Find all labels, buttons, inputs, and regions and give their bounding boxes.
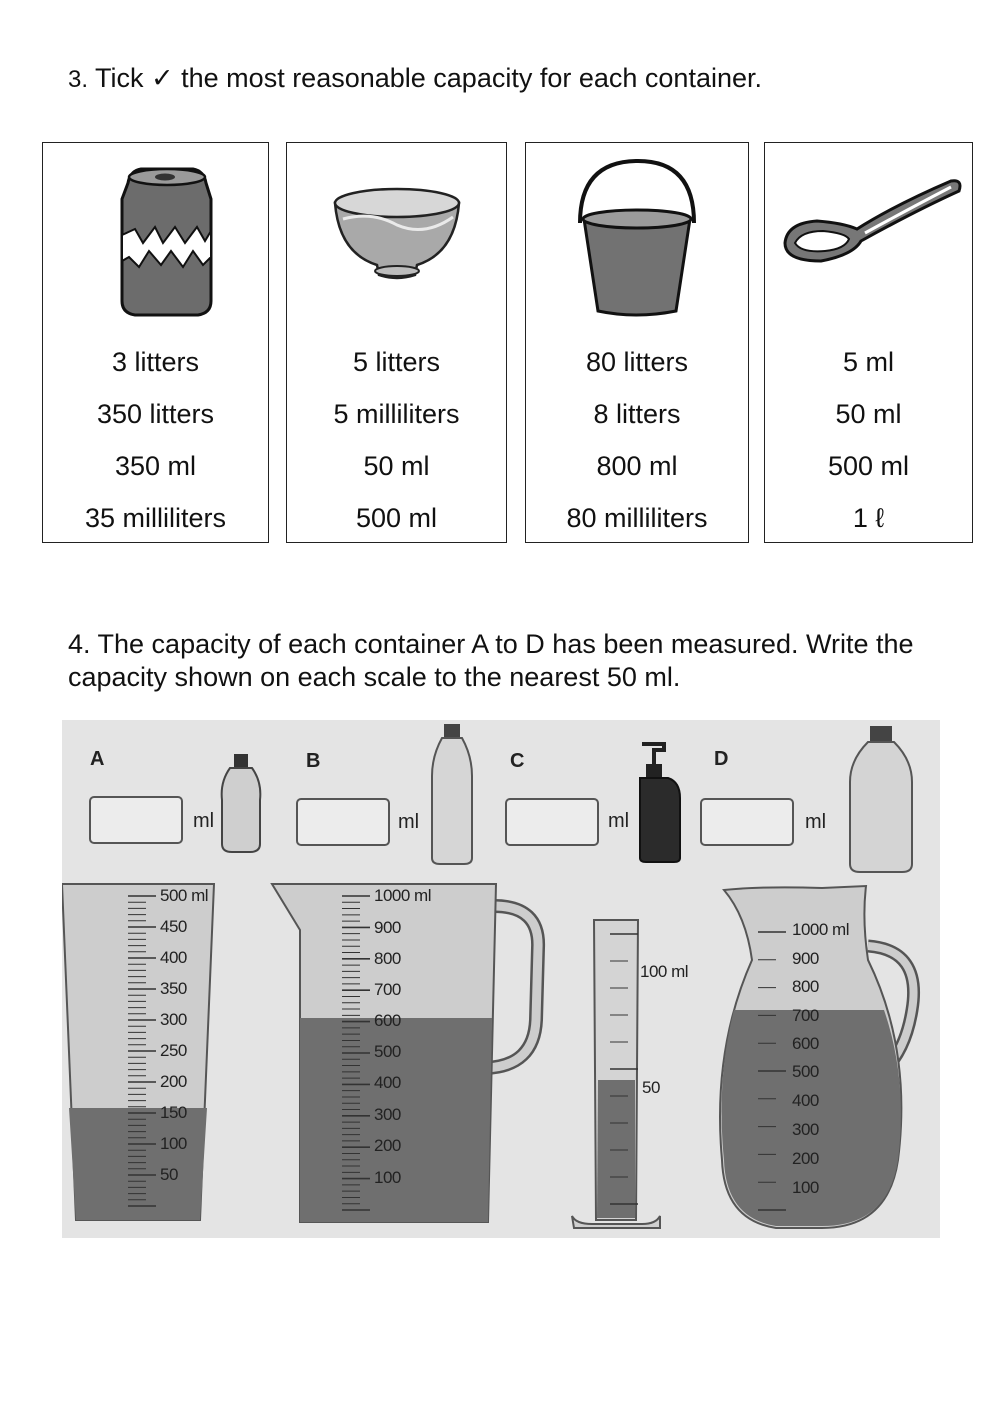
label-b: B bbox=[306, 750, 321, 772]
scale-d-label: 100 bbox=[792, 1178, 819, 1197]
scale-a-label: 200 bbox=[160, 1072, 187, 1091]
label-d: D bbox=[714, 748, 729, 770]
option-500-ml[interactable]: 500 ml bbox=[827, 451, 910, 481]
scale-b-label: 500 bbox=[374, 1042, 401, 1061]
scale-a-label: 250 bbox=[160, 1041, 187, 1060]
container-card-spoon bbox=[764, 142, 973, 543]
container-card-can bbox=[42, 142, 269, 543]
answer-box-c[interactable] bbox=[505, 798, 599, 846]
scale-b-label: 300 bbox=[374, 1105, 401, 1124]
bowl-icon bbox=[287, 153, 506, 328]
answer-box-d[interactable] bbox=[700, 798, 794, 846]
scale-a-label: 450 bbox=[160, 917, 187, 936]
scale-b-label: 900 bbox=[374, 918, 401, 937]
option-80-milliliters[interactable]: 80 milliliters bbox=[566, 503, 708, 533]
scale-d-label: 300 bbox=[792, 1120, 819, 1139]
label-c: C bbox=[510, 750, 525, 772]
option-80-litters[interactable]: 80 litters bbox=[585, 347, 689, 377]
container-card-bowl bbox=[286, 142, 507, 543]
scale-a-label: 300 bbox=[160, 1010, 187, 1029]
option-35-milliliters[interactable]: 35 milliliters bbox=[84, 503, 227, 533]
small-bottle-icon bbox=[222, 754, 261, 852]
question-3-prompt: 3. Tick ✓ the most reasonable capacity for each container. bbox=[68, 63, 762, 93]
scale-b-label: 400 bbox=[374, 1073, 401, 1092]
option-350-litters[interactable]: 350 litters bbox=[96, 399, 215, 429]
measuring-scales-photo bbox=[62, 720, 940, 1238]
option-5-ml[interactable]: 5 ml bbox=[842, 347, 894, 377]
scale-b-label: 1000 ml bbox=[374, 886, 431, 905]
water-bottle-icon bbox=[432, 724, 472, 864]
option-5-milliliters[interactable]: 5 milliliters bbox=[333, 399, 460, 429]
scale-b-label: 200 bbox=[374, 1136, 401, 1155]
option-350-ml[interactable]: 350 ml bbox=[114, 451, 197, 481]
scale-b-label: 700 bbox=[374, 980, 401, 999]
scale-a-label: 100 bbox=[160, 1134, 187, 1153]
answer-box-a[interactable] bbox=[89, 796, 183, 844]
scale-d-label: 200 bbox=[792, 1149, 819, 1168]
scale-d-label: 800 bbox=[792, 977, 819, 996]
container-card-bucket bbox=[525, 142, 749, 543]
scale-b-label: 600 bbox=[374, 1011, 401, 1030]
beaker-a bbox=[62, 884, 214, 1220]
scale-d-label: 400 bbox=[792, 1091, 819, 1110]
scale-d-label: 900 bbox=[792, 949, 819, 968]
label-a: A bbox=[90, 748, 105, 770]
option-50-ml[interactable]: 50 ml bbox=[835, 399, 902, 429]
jug-b bbox=[272, 884, 538, 1222]
scale-d-label: 1000 ml bbox=[792, 920, 849, 939]
scale-a-label: 150 bbox=[160, 1103, 187, 1122]
pump-bottle-icon bbox=[640, 744, 680, 862]
question-4-prompt: 4. The capacity of each container A to D has been measured. Write the capacity shown on each scale to the nearest 50 ml. bbox=[68, 629, 914, 692]
unit-a: ml bbox=[193, 810, 215, 832]
option-500-ml[interactable]: 500 ml bbox=[355, 503, 438, 533]
scale-b-label: 800 bbox=[374, 949, 401, 968]
scale-a-label: 400 bbox=[160, 948, 187, 967]
scale-a-label: 350 bbox=[160, 979, 187, 998]
liquid-c bbox=[597, 1080, 635, 1218]
scale-c-label: 100 ml bbox=[640, 962, 689, 981]
option-800-ml[interactable]: 800 ml bbox=[596, 451, 678, 481]
scale-a-label: 50 bbox=[160, 1165, 178, 1184]
scale-c-label: 50 bbox=[642, 1078, 660, 1097]
scale-a-label: 500 ml bbox=[160, 886, 209, 905]
bucket-icon bbox=[526, 153, 748, 328]
scale-d-label: 500 bbox=[792, 1062, 819, 1081]
option-50-ml[interactable]: 50 ml bbox=[363, 451, 430, 481]
answer-box-b[interactable] bbox=[296, 798, 390, 846]
unit-c: ml bbox=[608, 810, 630, 832]
unit-d: ml bbox=[805, 811, 827, 833]
scale-d-label: 600 bbox=[792, 1034, 819, 1053]
option-5-litters[interactable]: 5 litters bbox=[352, 347, 441, 377]
scale-b-label: 100 bbox=[374, 1168, 401, 1187]
spoon-icon bbox=[765, 153, 972, 328]
option-8-litters[interactable]: 8 litters bbox=[593, 399, 681, 429]
liquid-a bbox=[69, 1108, 207, 1220]
large-bottle-icon bbox=[850, 726, 912, 872]
soda-can-icon bbox=[43, 153, 268, 328]
unit-b: ml bbox=[398, 811, 420, 833]
option-3-litters[interactable]: 3 litters bbox=[111, 347, 200, 377]
option-1-liter[interactable]: 1 ℓ bbox=[852, 503, 885, 533]
scale-d-label: 700 bbox=[792, 1006, 819, 1025]
